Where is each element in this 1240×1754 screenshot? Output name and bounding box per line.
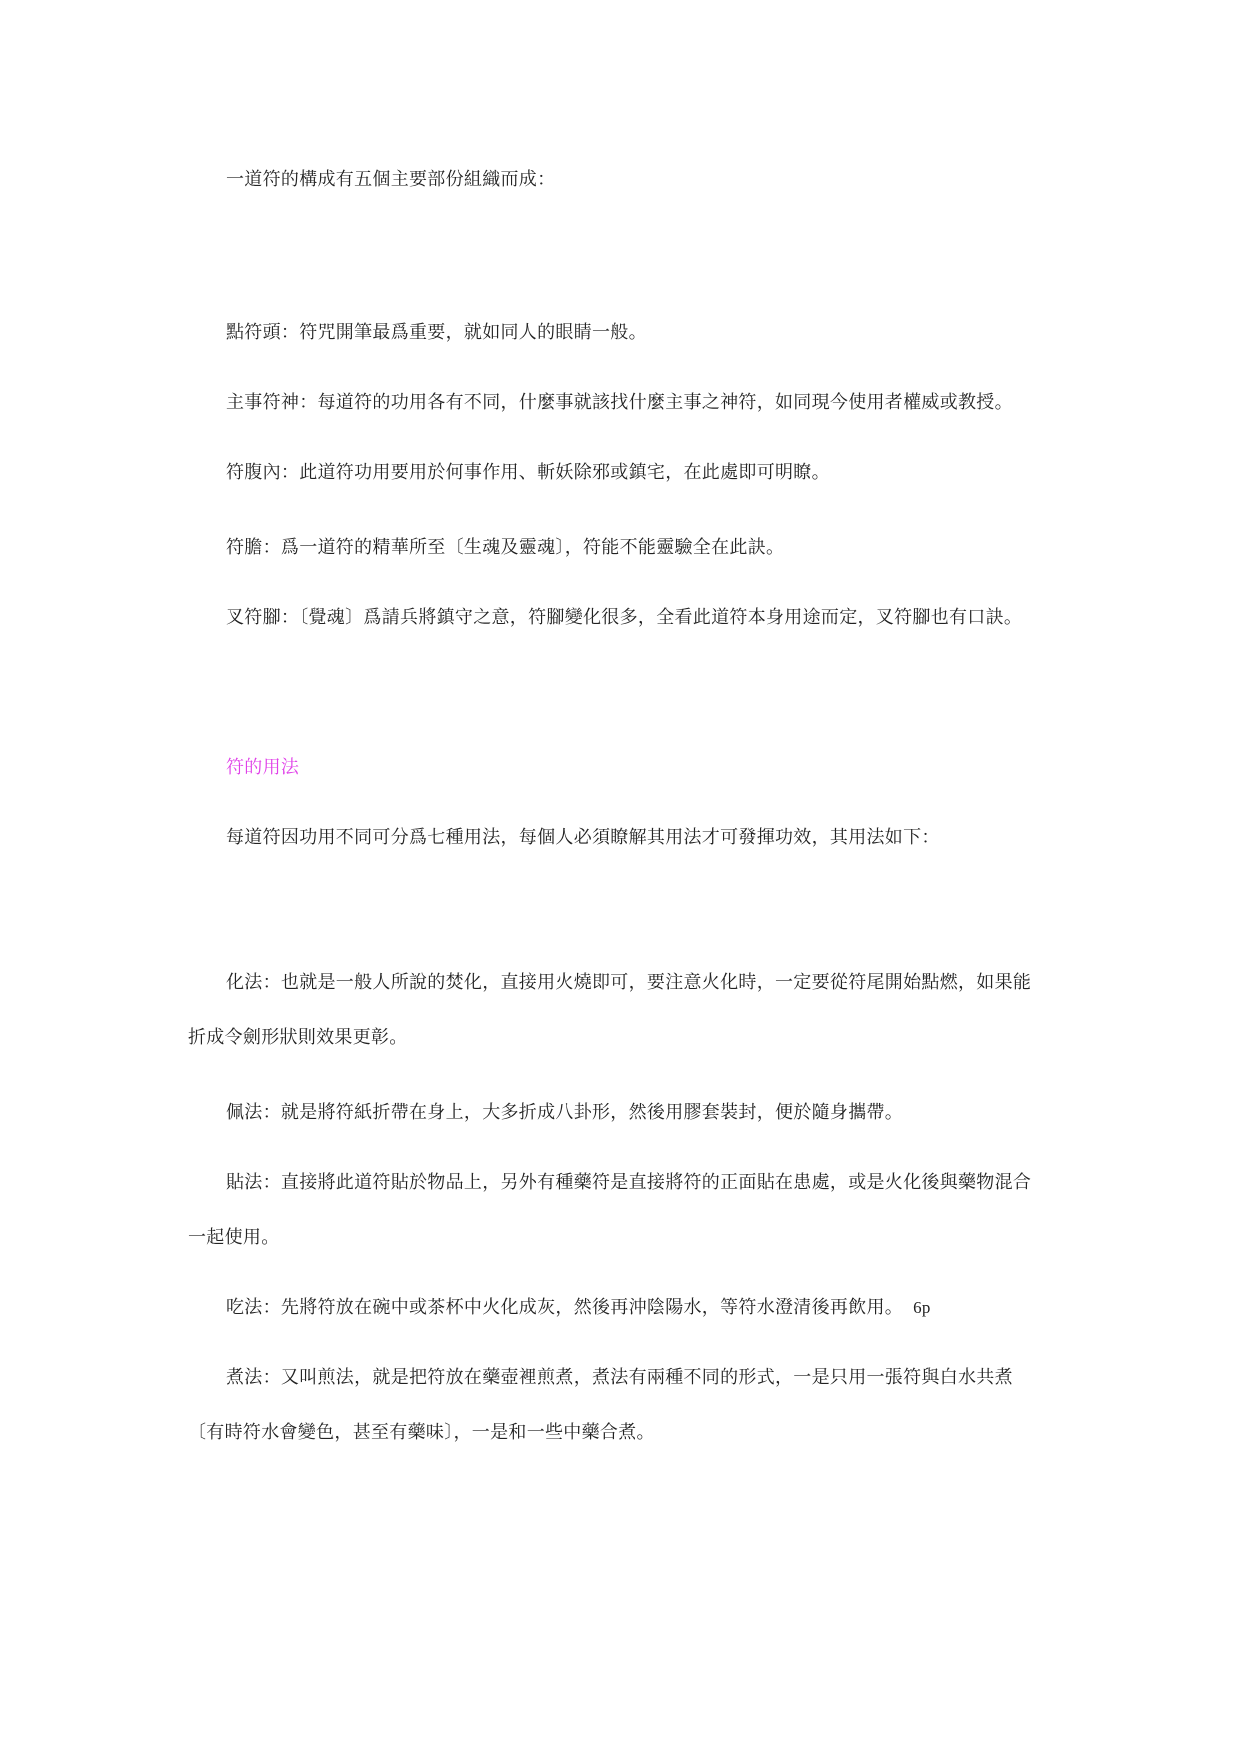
- page-marker: 6p: [913, 1298, 931, 1317]
- component-talisman-belly: 符腹內：此道符功用要用於何事作用、斬妖除邪或鎮宅，在此處即可明瞭。: [226, 462, 830, 483]
- usage-intro-paragraph: 每道符因功用不同可分爲七種用法，每個人必須瞭解其用法才可發揮功效，其用法如下：: [226, 827, 940, 848]
- method-boil-line2: 〔有時符水會變色，甚至有藥味〕，一是和一些中藥合煮。: [188, 1422, 655, 1443]
- component-talisman-gall: 符膽：爲一道符的精華所至〔生魂及靈魂〕，符能不能靈驗全在此訣。: [226, 537, 785, 558]
- method-eat-text: 吃法：先將符放在碗中或茶杯中火化成灰，然後再沖陰陽水，等符水澄清後再飲用。: [226, 1297, 904, 1318]
- component-point-head: 點符頭：符咒開筆最爲重要，就如同人的眼睛一般。: [226, 322, 647, 343]
- section-heading: 符的用法: [226, 757, 300, 778]
- component-talisman-foot: 叉符腳：〔覺魂〕爲請兵將鎮守之意，符腳變化很多，全看此道符本身用途而定，叉符腳也有口訣。: [226, 607, 1023, 628]
- method-stick-line2: 一起使用。: [188, 1227, 280, 1248]
- method-burn-line2: 折成令劍形狀則效果更彰。: [188, 1027, 408, 1048]
- method-boil-line1: 煮法：又叫煎法，就是把符放在藥壺裡煎煮，煮法有兩種不同的形式，一是只用一張符與白水共煮: [226, 1367, 1013, 1388]
- method-eat-line1: [226, 1296, 931, 1320]
- component-main-deity: 主事符神：每道符的功用各有不同，什麼事就該找什麼主事之神符，如同現今使用者權威或教授。: [226, 392, 1013, 413]
- method-wear-line1: 佩法：就是將符紙折帶在身上，大多折成八卦形，然後用膠套裝封，便於隨身攜帶。: [226, 1102, 904, 1123]
- method-stick-line1: 貼法：直接將此道符貼於物品上，另外有種藥符是直接將符的正面貼在患處，或是火化後與藥物混合: [226, 1172, 1032, 1193]
- intro-paragraph: 一道符的構成有五個主要部份組織而成：: [226, 169, 556, 190]
- method-burn-line1: 化法：也就是一般人所說的焚化，直接用火燒即可，要注意火化時，一定要從符尾開始點燃，如果能: [226, 972, 1032, 993]
